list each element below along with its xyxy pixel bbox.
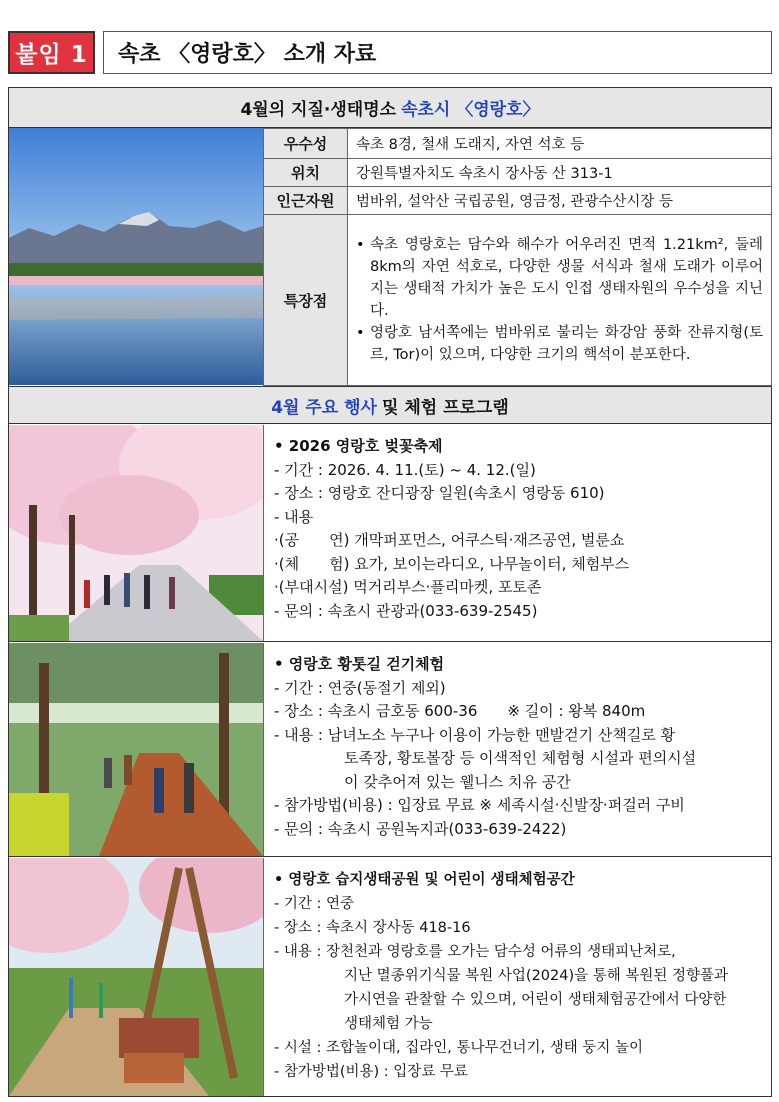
info-row: [264, 129, 772, 159]
divider: [9, 856, 771, 857]
event-line: - 기간 : 2026. 4. 11.(토) ~ 4. 12.(일): [274, 460, 536, 479]
cherry-blossom-photo: [9, 425, 263, 641]
event-line: - 기간 : 연중(동절기 제외): [274, 678, 446, 697]
clay-path-photo: [9, 643, 263, 856]
event-line: ·(공 연) 개막퍼포먼스, 어쿠스틱·재즈공연, 벌룬쇼: [274, 531, 625, 549]
feature-list: [356, 234, 763, 366]
event-title: • 영랑호 습지생태공원 및 어린이 생태체험공간: [274, 872, 575, 888]
feature-item: • 영랑호 남서쪽에는 범바위로 불리는 화강암 풍화 잔류지형(토르, Tor)이 있으며, 다양한 크기의 핵석이 분포한다.: [356, 322, 763, 366]
event-line: 가시연을 관찰할 수 있으며, 어린이 생태체험공간에서 다양한: [344, 992, 727, 1008]
event-line: - 장소 : 속초시 장사동 418-16: [274, 920, 471, 936]
section-header-geosite: [9, 88, 771, 128]
event-line: - 장소 : 영랑호 잔디광장 일원(속초시 영랑동 610): [274, 484, 605, 502]
lake-photo: [9, 128, 263, 385]
event-line: 이 갖추어져 있는 웰니스 치유 공간: [344, 772, 571, 791]
event-title: • 영랑호 황톳길 걷기체험: [274, 655, 445, 673]
event-line: ·(부대시설) 먹거리부스·플리마켓, 포토존: [274, 578, 542, 596]
event-line: ·(체 험) 요가, 보이는라디오, 나무놀이터, 체험부스: [274, 554, 630, 573]
event-clay-walk: [263, 643, 772, 856]
event-line: - 장소 : 속초시 금호동 600-36 ※ 길이 : 왕복 840m: [274, 702, 646, 720]
page-title: 속초 〈영랑호〉 소개 자료: [103, 31, 772, 74]
event-line: - 내용 : 남녀노소 누구나 이용이 가능한 맨발걷기 산책길로 황: [274, 725, 676, 744]
event-festival: [263, 425, 772, 641]
info-value: 속초 8경, 철새 도래지, 자연 석호 등: [348, 129, 772, 159]
page-header: [8, 31, 772, 75]
document-sheet: [8, 87, 772, 1097]
event-line: - 참가방법(비용) : 입장료 무료 ※ 세족시설·신발장·퍼걸러 구비: [274, 796, 685, 814]
info-key: 인근자원: [264, 187, 348, 215]
feature-item: • 속초 영랑호는 담수와 해수가 어우러진 면적 1.21km², 둘레 8km의 자연 석호로, 다양한 생물 서식과 철새 도래가 이루어지는 생태적 가치가 높은 도시 인접 생태자원의 우수성을 지닌다.: [356, 234, 763, 322]
section-title-highlight: 속초시 〈영랑호〉: [401, 100, 540, 120]
event-title: • 2026 영랑호 벚꽃축제: [274, 437, 443, 455]
playground-photo: [9, 858, 263, 1096]
info-key: 특장점: [264, 215, 348, 386]
event-wetland: [263, 858, 772, 1096]
info-key: 위치: [264, 159, 348, 187]
event-line: 토족장, 황토볼장 등 이색적인 체험형 시설과 편의시설: [344, 749, 697, 767]
info-row: [264, 159, 772, 187]
info-value: 강원특별자치도 속초시 장사동 산 313-1: [348, 159, 772, 187]
section-title-rest: 및 체험 프로그램: [381, 397, 509, 418]
info-value: [348, 215, 772, 386]
geosite-info-table: [263, 128, 772, 386]
section-title-prefix: 4월의 지질·생태명소: [240, 100, 397, 120]
divider: [9, 641, 771, 642]
section-title-highlight: 4월 주요 행사: [271, 397, 377, 418]
section-header-events: [9, 386, 771, 424]
attachment-badge: 붙임 1: [8, 31, 95, 74]
event-line: - 기간 : 연중: [274, 896, 354, 912]
event-line: - 내용: [274, 507, 314, 526]
event-line: - 문의 : 속초시 관광과(033-639-2545): [274, 601, 538, 620]
info-row: [264, 187, 772, 215]
event-line: - 문의 : 속초시 공원녹지과(033-639-2422): [274, 819, 567, 838]
event-line: - 시설 : 조합놀이대, 집라인, 통나무건너기, 생태 둥지 놀이: [274, 1040, 643, 1056]
event-line: 생태체험 가능: [344, 1016, 433, 1032]
event-line: - 참가방법(비용) : 입장료 무료: [274, 1064, 468, 1080]
info-value: 범바위, 설악산 국립공원, 영금정, 관광수산시장 등: [348, 187, 772, 215]
info-row: [264, 215, 772, 386]
info-key: 우수성: [264, 129, 348, 159]
event-line: 지난 멸종위기식물 복원 사업(2024)을 통해 복원된 정향풀과: [344, 968, 729, 984]
event-line: - 내용 : 장천천과 영랑호를 오가는 담수성 어류의 생태피난처로,: [274, 944, 676, 960]
